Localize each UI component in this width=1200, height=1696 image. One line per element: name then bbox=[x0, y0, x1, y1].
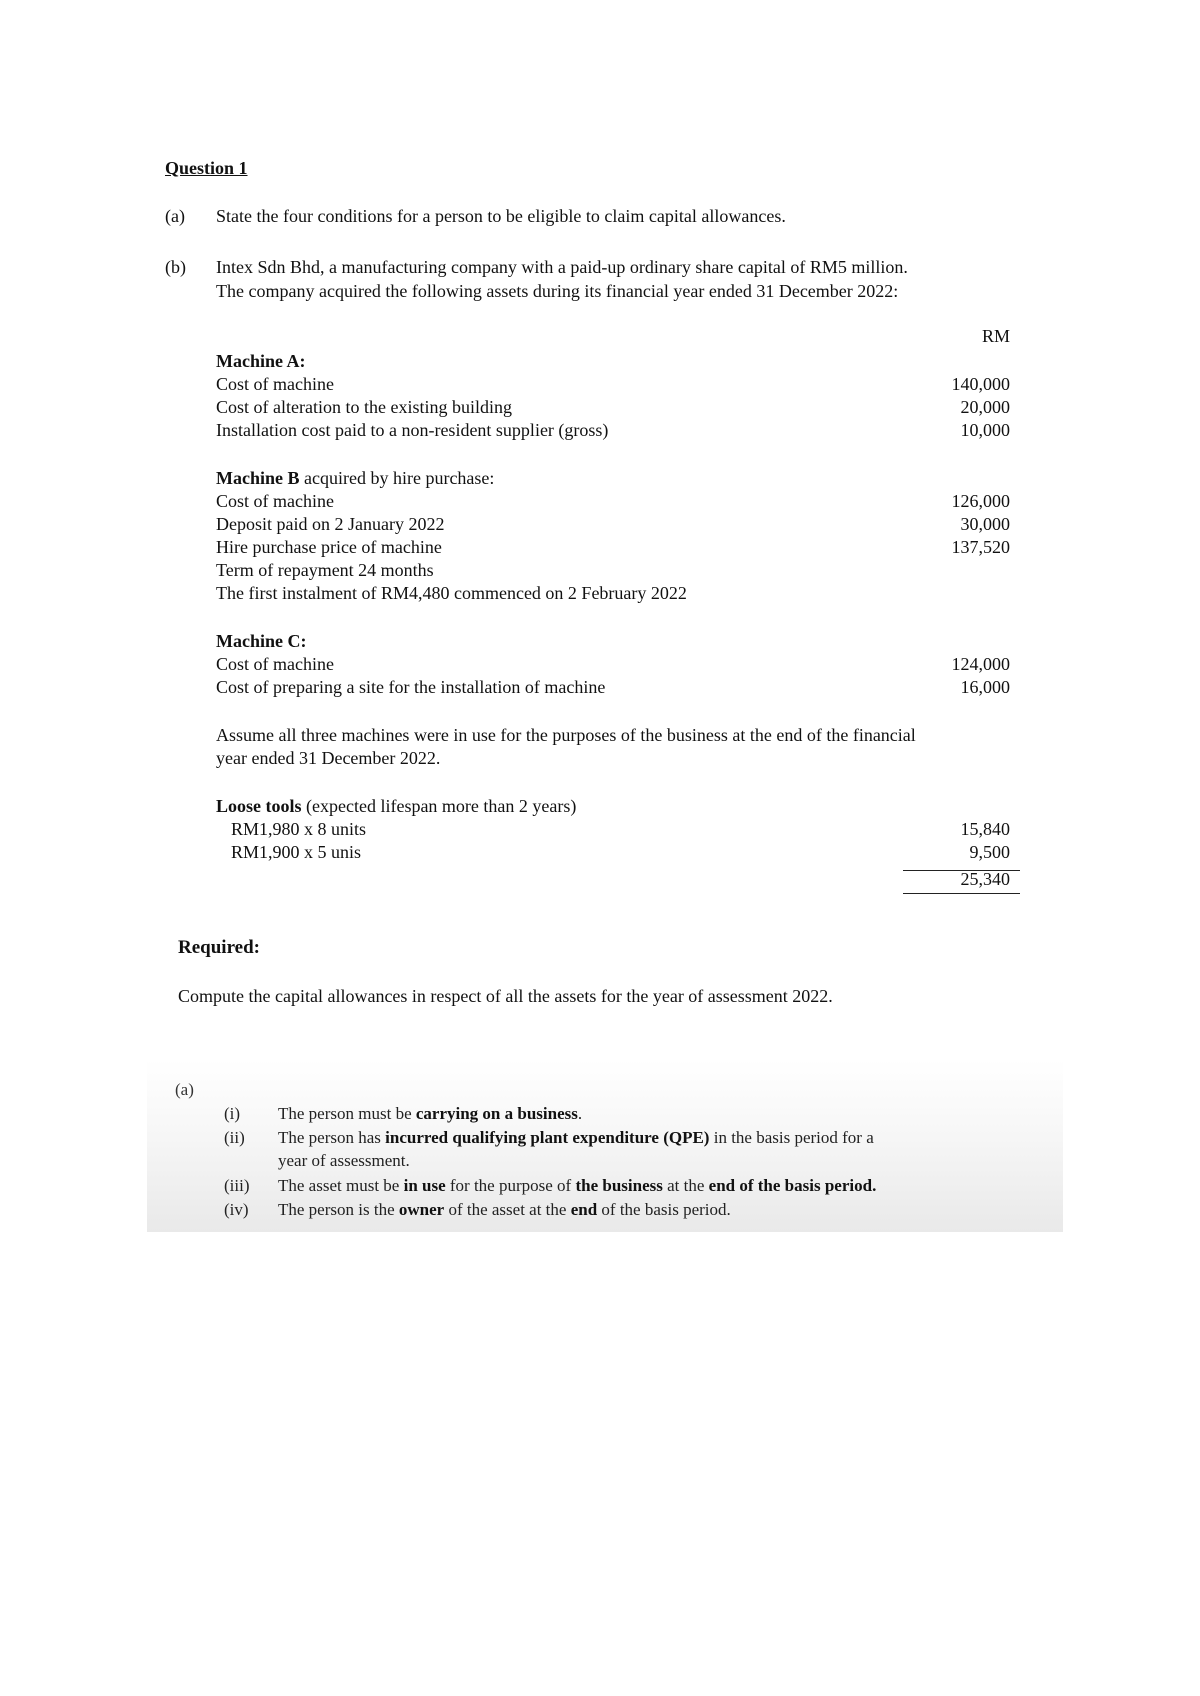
machine-c-row-value: 16,000 bbox=[960, 677, 1010, 697]
answer-item-text bbox=[278, 1102, 582, 1125]
question-title: Question 1 bbox=[165, 158, 248, 178]
answer-segment-bold: the business bbox=[575, 1176, 663, 1195]
answer-item-text bbox=[278, 1126, 874, 1149]
part-a-marker: (a) bbox=[165, 206, 185, 226]
part-a-text: State the four conditions for a person to be eligible to claim capital allowances. bbox=[216, 206, 786, 226]
machine-b-row-value: 30,000 bbox=[960, 514, 1010, 534]
answer-item-text bbox=[278, 1174, 876, 1197]
loose-tools-heading-rest: (expected lifespan more than 2 years) bbox=[301, 796, 577, 816]
currency-header: RM bbox=[981, 326, 1010, 346]
answer-marker: (a) bbox=[175, 1080, 194, 1099]
machine-c-row-label: Cost of machine bbox=[216, 654, 334, 674]
answer-segment-bold: incurred qualifying plant expenditure (QPE) bbox=[385, 1128, 710, 1147]
answer-item-number: (ii) bbox=[224, 1128, 245, 1147]
answer-item-continuation: year of assessment. bbox=[278, 1151, 410, 1170]
loose-tools-row-value: 9,500 bbox=[969, 842, 1010, 862]
loose-tools-row-value: 15,840 bbox=[960, 819, 1010, 839]
machine-a-row-value: 10,000 bbox=[960, 420, 1010, 440]
answer-segment: The person has bbox=[278, 1128, 386, 1147]
answer-item-number: (i) bbox=[224, 1104, 241, 1123]
answer-item-number: (iii) bbox=[224, 1176, 250, 1195]
loose-tools-heading bbox=[216, 795, 576, 818]
answer-segment: in the basis period for a bbox=[709, 1128, 874, 1147]
required-label: Required: bbox=[178, 937, 260, 958]
answer-segment-bold: owner bbox=[398, 1200, 445, 1219]
machine-b-heading bbox=[216, 467, 494, 490]
part-b-line-1: Intex Sdn Bhd, a manufacturing company with a paid-up ordinary share capital of RM5 million. bbox=[216, 257, 908, 277]
machine-a-row-value: 20,000 bbox=[960, 397, 1010, 417]
answer-segment: for the purpose of bbox=[445, 1176, 576, 1195]
machine-a-row-value: 140,000 bbox=[951, 374, 1010, 394]
machine-c-row-label: Cost of preparing a site for the installation of machine bbox=[216, 677, 606, 697]
answer-item-number: (iv) bbox=[224, 1200, 249, 1219]
machine-b-row-label: Term of repayment 24 months bbox=[216, 560, 434, 580]
machine-b-heading-rest: acquired by hire purchase: bbox=[299, 468, 495, 488]
machine-b-row-label: Deposit paid on 2 January 2022 bbox=[216, 514, 445, 534]
assumption-line-1: Assume all three machines were in use for the purposes of the business at the end of the financial bbox=[216, 725, 916, 745]
answer-segment-bold: carrying on a business bbox=[415, 1104, 578, 1123]
answer-segment: of the asset at the bbox=[444, 1200, 571, 1219]
machine-a-row-label: Installation cost paid to a non-resident supplier (gross) bbox=[216, 420, 609, 440]
machine-b-row-label: Cost of machine bbox=[216, 491, 334, 511]
part-b-line-2: The company acquired the following assets during its financial year ended 31 December 2022: bbox=[216, 281, 899, 301]
loose-tools-total: 25,340 bbox=[960, 869, 1010, 889]
machine-c-row-value: 124,000 bbox=[951, 654, 1010, 674]
machine-a-heading: Machine A: bbox=[216, 351, 306, 371]
machine-b-row-label: Hire purchase price of machine bbox=[216, 537, 442, 557]
machine-a-row-label: Cost of machine bbox=[216, 374, 334, 394]
machine-b-row-label: The first instalment of RM4,480 commenced on 2 February 2022 bbox=[216, 583, 687, 603]
machine-a-row-label: Cost of alteration to the existing building bbox=[216, 397, 512, 417]
loose-tools-row-label: RM1,980 x 8 units bbox=[231, 819, 367, 839]
answer-segment: . bbox=[577, 1104, 583, 1123]
answer-item-text bbox=[278, 1198, 731, 1221]
machine-c-heading: Machine C: bbox=[216, 631, 307, 651]
answer-segment: The person is the bbox=[278, 1200, 399, 1219]
answer-segment: of the basis period. bbox=[597, 1200, 731, 1219]
machine-b-row-value: 137,520 bbox=[951, 537, 1010, 557]
part-b-marker: (b) bbox=[165, 257, 186, 277]
machine-b-heading-bold: Machine B bbox=[216, 468, 300, 488]
loose-tools-heading-bold: Loose tools bbox=[216, 796, 302, 816]
required-text: Compute the capital allowances in respect of all the assets for the year of assessment 2022. bbox=[178, 986, 833, 1006]
assumption-line-2: year ended 31 December 2022. bbox=[216, 748, 441, 768]
answer-segment: at the bbox=[662, 1176, 709, 1195]
answer-segment-bold: end bbox=[570, 1200, 598, 1219]
answer-segment-bold: end of the basis period. bbox=[708, 1176, 877, 1195]
total-rule-bottom bbox=[903, 893, 1020, 894]
loose-tools-row-label: RM1,900 x 5 unis bbox=[231, 842, 362, 862]
answer-segment: The asset must be bbox=[278, 1176, 404, 1195]
answer-segment: The person must be bbox=[278, 1104, 416, 1123]
answer-segment-bold: in use bbox=[403, 1176, 446, 1195]
machine-b-row-value: 126,000 bbox=[951, 491, 1010, 511]
